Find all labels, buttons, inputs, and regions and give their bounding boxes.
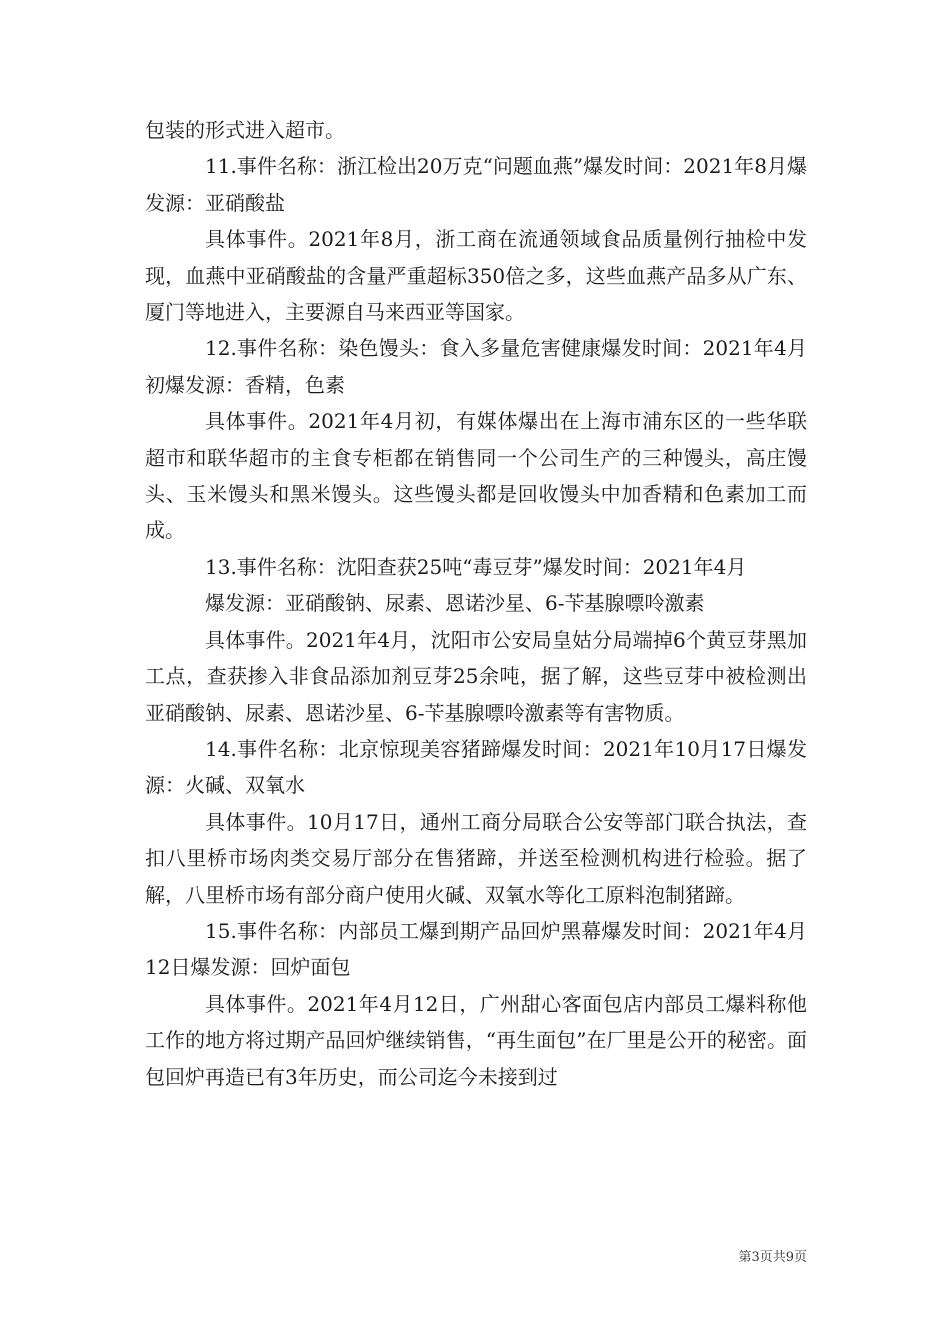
event-13-detail: 具体事件。2021年4月，沈阳市公安局皇姑分局端掉6个黄豆芽黑加工点，查获掺入非食品添加剂豆芽25余吨，据了解，这些豆芽中被检测出亚硝酸钠、尿素、恩诺沙星、6-苄基腺嘌呤激素等有害物质。 <box>145 627 807 725</box>
event-14-detail: 具体事件。10月17日，通州工商分局联合公安等部门联合执法，查扣八里桥市场肉类交易厅部分在售猪蹄，并送至检测机构进行检验。据了解，八里桥市场有部分商户使用火碱、双氧水等化工原料泡制猪蹄。 <box>145 809 807 907</box>
event-11-heading: 11.事件名称：浙江检出20万克“问题血燕”爆发时间：2021年8月爆发源：亚硝酸盐 <box>145 154 807 215</box>
page-number-footer: 第3页共9页 <box>738 1250 807 1265</box>
event-15-detail: 具体事件。2021年4月12日，广州甜心客面包店内部员工爆料称他工作的地方将过期产品回炉继续销售，“再生面包”在厂里是公开的秘密。面包回炉再造已有3年历史，而公司迄今未接到过 <box>145 991 807 1089</box>
event-11-detail: 具体事件。2021年8月，浙工商在流通领域食品质量例行抽检中发现，血燕中亚硝酸盐的含量严重超标350倍之多，这些血燕产品多从广东、厦门等地进入，主要源自马来西亚等国家。 <box>145 227 807 325</box>
event-13-heading: 13.事件名称：沈阳查获25吨“毒豆芽”爆发时间：2021年4月 <box>205 554 747 579</box>
document-body <box>145 112 807 1095</box>
event-14-heading: 14.事件名称：北京惊现美容猪蹄爆发时间：2021年10月17日爆发源：火碱、双氧水 <box>145 736 807 798</box>
event-13-source: 爆发源：亚硝酸钠、尿素、恩诺沙星、6-苄基腺嘌呤激素 <box>205 591 705 616</box>
event-12-heading: 12.事件名称：染色馒头：食入多量危害健康爆发时间：2021年4月初爆发源：香精，色素 <box>145 336 807 397</box>
event-12-detail: 具体事件。2021年4月初，有媒体爆出在上海市浦东区的一些华联超市和联华超市的主食专柜都在销售同一个公司生产的三种馒头，高庄馒头、玉米馒头和黑米馒头。这些馒头都是回收馒头中加香精和色素加工而成。 <box>145 409 807 543</box>
paragraph-continuation: 包装的形式进入超市。 <box>145 118 345 142</box>
event-15-heading: 15.事件名称：内部员工爆到期产品回炉黑幕爆发时间：2021年4月12日爆发源：回炉面包 <box>145 918 807 980</box>
